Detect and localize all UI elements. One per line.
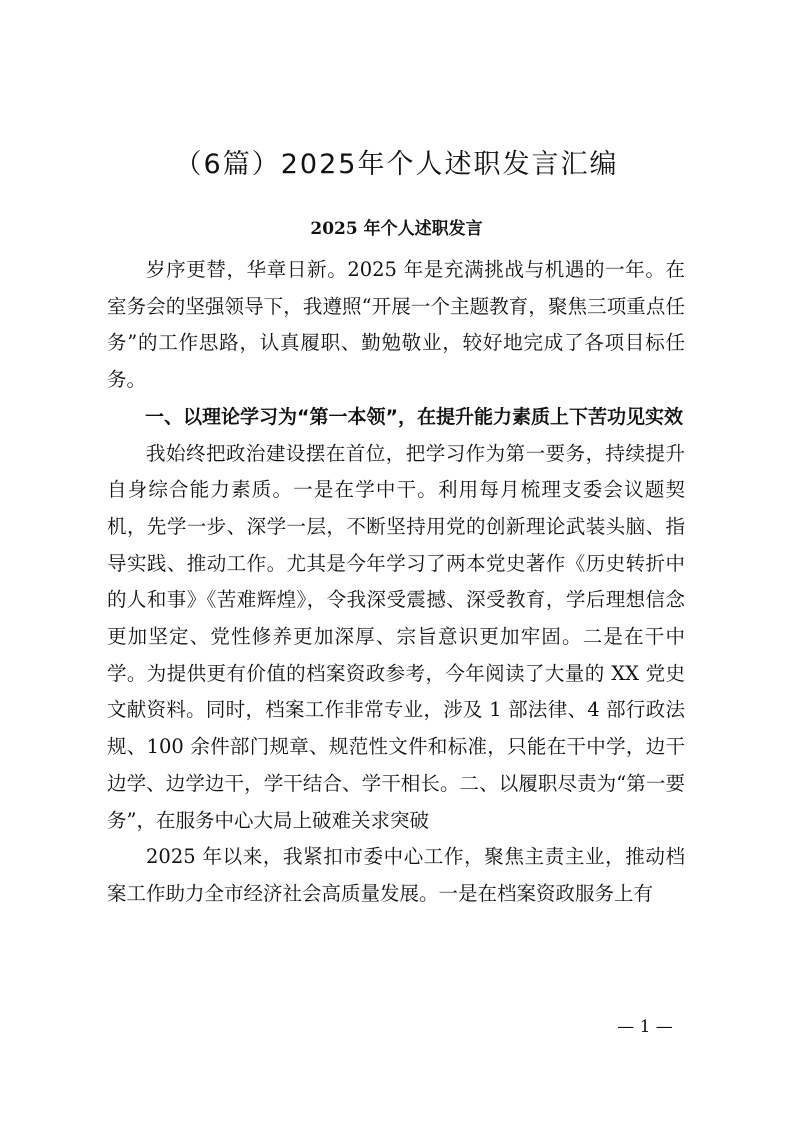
document-body (107, 252, 685, 913)
speech-subtitle: 2025 年个人述职发言 (310, 219, 483, 239)
paragraph-study: 我始终把政治建设摆在首位，把学习作为第一要务，持续提升自身综合能力素质。一是在学中干。利用每月梳理支委会议题契机，先学一步、深学一层，不断坚持用党的创新理论武装头脑、指导实践、推动工作。尤其是今年学习了两本党史著作《历史转折中的人和事》《苦难辉煌》，令我深受震撼、深受教育，学后理想信念更加坚定、党性修养更加深厚、宗旨意识更加牢固。二是在干中学。为提供更有价值的档案资政参考，今年阅读了大量的 XX 党史文献资料。同时，档案工作非常专业，涉及 1 部法律、4 部行政法规、100 余件部门规章、规范性文件和标准，只能在干中学，边干边学、边学边干，学干结合、学干相长。二、以履职尽责为“第一要务”，在服务中心大局上破难关求突破 (107, 441, 685, 832)
page-number: — 1 — (617, 1017, 673, 1037)
paragraph-intro: 岁序更替，华章日新。2025 年是充满挑战与机遇的一年。在室务会的坚强领导下，我遵照“开展一个主题教育，聚焦三项重点任务”的工作思路，认真履职、勤勉敬业，较好地完成了各项目标任务。 (107, 258, 685, 392)
paragraph-service: 2025 年以来，我紧扣市委中心工作，聚焦主责主业，推动档案工作助力全市经济社会高质量发展。一是在档案资政服务上有 (107, 845, 685, 905)
section-heading-1: 一、以理论学习为“第一本领”，在提升能力素质上下苦功见实效 (145, 405, 683, 428)
document-title: （6篇）2025年个人述职发言汇编 (174, 149, 619, 180)
